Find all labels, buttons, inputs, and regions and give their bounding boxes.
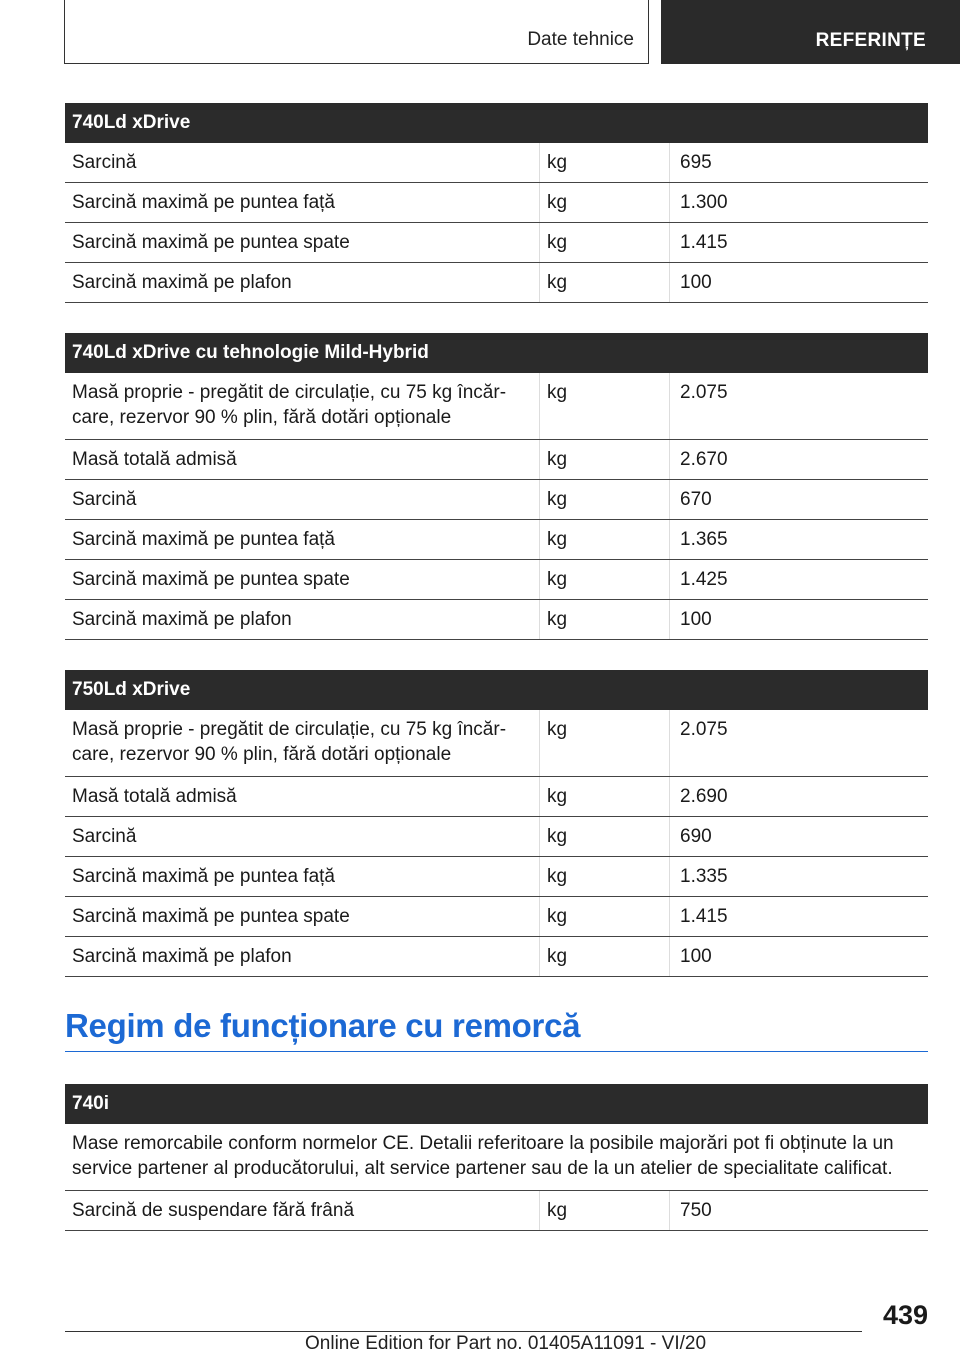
row-value: 1.300 (669, 183, 928, 222)
row-unit: kg (539, 560, 669, 599)
row-value: 1.415 (669, 897, 928, 936)
table-row (65, 857, 928, 897)
row-label: Sarcină maximă pe puntea spate (72, 569, 350, 590)
table-note: Mase remorcabile conform normelor CE. Detalii referitoare la posibile majorări pot fi obținute la un service partener al producătorului, alt service partener sau de la un atelier de specialitate calificat. (72, 1133, 894, 1179)
row-label: Masă proprie - pregătit de circulație, cu 75 kg încăr- care, rezervor 90 % plin, fără dotări opționale (72, 719, 507, 765)
page-content (65, 103, 928, 1261)
header-chapter-tab (661, 0, 960, 64)
row-value: 1.365 (669, 520, 928, 559)
table-row (65, 440, 928, 480)
spec-table-740ld-mild-hybrid (65, 333, 928, 640)
table-row (65, 817, 928, 857)
table-row (65, 560, 928, 600)
row-value: 670 (669, 480, 928, 519)
row-label: Sarcină maximă pe plafon (72, 272, 292, 293)
table-row (65, 937, 928, 977)
header-section-tab (64, 0, 649, 64)
row-unit: kg (539, 600, 669, 639)
table-title: 740Ld xDrive (65, 103, 928, 143)
row-value: 1.425 (669, 560, 928, 599)
row-unit: kg (539, 480, 669, 519)
table-row (65, 520, 928, 560)
row-label: Sarcină maximă pe puntea spate (72, 232, 350, 253)
row-value: 2.690 (669, 777, 928, 816)
row-value: 100 (669, 263, 928, 302)
row-label: Masă totală admisă (72, 449, 237, 470)
row-value: 100 (669, 937, 928, 976)
row-label: Sarcină (72, 489, 137, 510)
row-value: 690 (669, 817, 928, 856)
table-row (65, 1191, 928, 1231)
row-value: 750 (669, 1191, 928, 1230)
table-row (65, 480, 928, 520)
row-value: 2.670 (669, 440, 928, 479)
row-value: 100 (669, 600, 928, 639)
spec-table-740ld (65, 103, 928, 303)
row-value: 1.415 (669, 223, 928, 262)
row-unit: kg (539, 937, 669, 976)
row-unit: kg (539, 777, 669, 816)
table-row (65, 710, 928, 777)
row-value: 695 (669, 143, 928, 182)
row-label: Sarcină maximă pe puntea față (72, 529, 335, 550)
row-label: Sarcină maximă pe puntea spate (72, 906, 350, 927)
table-title: 740i (65, 1084, 928, 1124)
row-unit: kg (539, 897, 669, 936)
row-value: 1.335 (669, 857, 928, 896)
table-row (65, 183, 928, 223)
table-title: 740Ld xDrive cu tehnologie Mild-Hybrid (65, 333, 928, 373)
footer-edition: Online Edition for Part no. 01405A11091 - VI/20 (305, 1333, 707, 1354)
footer-divider (65, 1331, 862, 1332)
spec-table-740i-trailer (65, 1084, 928, 1231)
row-unit: kg (539, 183, 669, 222)
table-row (65, 223, 928, 263)
table-row (65, 373, 928, 440)
row-label: Masă totală admisă (72, 786, 237, 807)
row-label: Sarcină de suspendare fără frână (72, 1200, 355, 1221)
row-unit: kg (539, 373, 669, 439)
row-unit: kg (539, 520, 669, 559)
table-row (65, 897, 928, 937)
table-row-note (65, 1124, 928, 1191)
row-unit: kg (539, 223, 669, 262)
section-title: Regim de funcționare cu remorcă (65, 1007, 928, 1052)
row-unit: kg (539, 143, 669, 182)
header-section-label: Date tehnice (527, 29, 634, 50)
spec-table-750ld (65, 670, 928, 977)
row-label: Sarcină maximă pe puntea față (72, 192, 335, 213)
table-title: 750Ld xDrive (65, 670, 928, 710)
table-row (65, 263, 928, 303)
row-label: Sarcină (72, 826, 137, 847)
row-unit: kg (539, 710, 669, 776)
row-label: Sarcină (72, 152, 137, 173)
row-label: Masă proprie - pregătit de circulație, cu 75 kg încăr- care, rezervor 90 % plin, fără dotări opționale (72, 382, 507, 428)
table-row (65, 777, 928, 817)
row-value: 2.075 (669, 710, 928, 776)
page-number: 439 (882, 1300, 928, 1330)
header-chapter-label: REFERINȚE (815, 30, 926, 51)
row-unit: kg (539, 817, 669, 856)
row-label: Sarcină maximă pe puntea față (72, 866, 335, 887)
table-row (65, 600, 928, 640)
row-label: Sarcină maximă pe plafon (72, 609, 292, 630)
table-row (65, 143, 928, 183)
row-unit: kg (539, 857, 669, 896)
row-unit: kg (539, 440, 669, 479)
row-value: 2.075 (669, 373, 928, 439)
row-unit: kg (539, 1191, 669, 1230)
row-unit: kg (539, 263, 669, 302)
row-label: Sarcină maximă pe plafon (72, 946, 292, 967)
